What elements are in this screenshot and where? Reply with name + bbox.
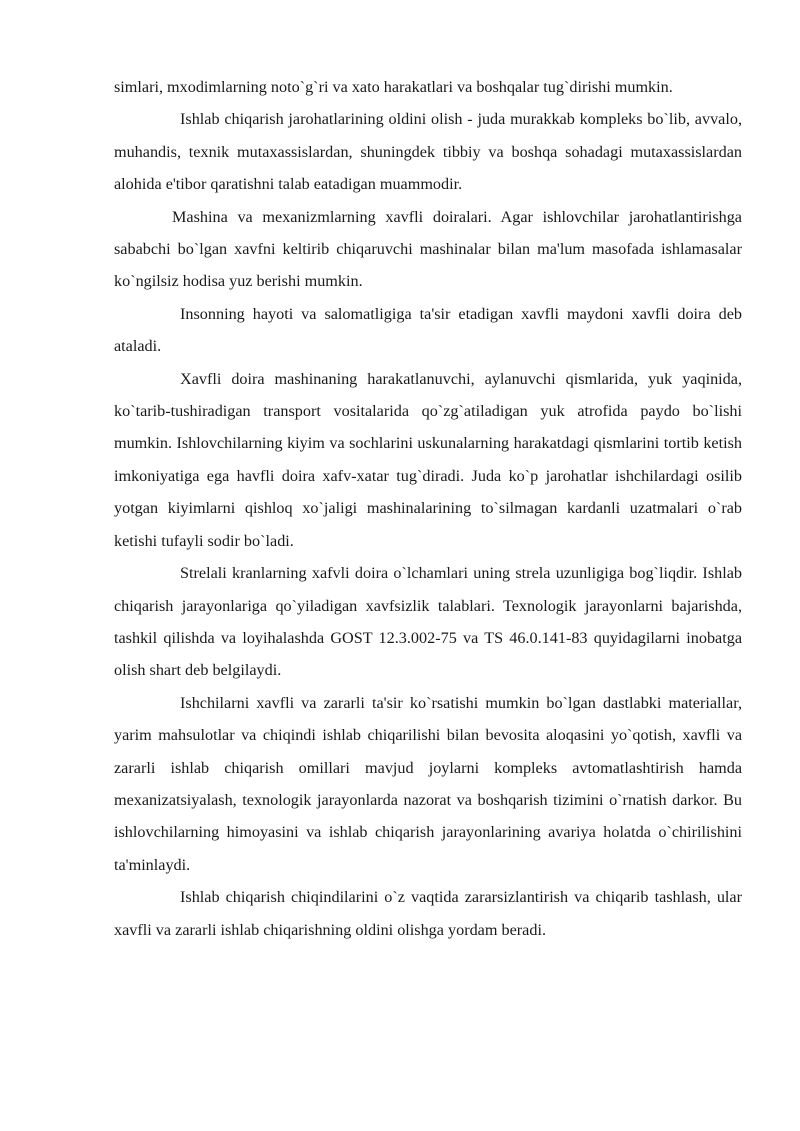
- paragraph-worker-protection: Ishchilarni xavfli va zararli ta'sir ko`rsatishi mumkin bo`lgan dastlabki materiallar, yarim mahsulotlar va chiqindi ishlab chiqarilishi bilan bevosita aloqasini yo`qotish, xavfli va zararli ishlab chiqarish omillari mavjud joylarni kompleks avtomatlashtirish hamda mexanizatsiyalash, texnologik jarayonlarda nazorat va boshqarish tizimini o`rnatish darkor. Bu ishlovchilarning himoyasini va ishlab chiqarish jarayonlarining avariya holatda o`chirilishini ta'minlaydi.: [114, 693, 742, 874]
- paragraph-definition: Insonning hayoti va salomatligiga ta'sir etadigan xavfli maydoni xavfli doira deb ataladi.: [114, 304, 742, 356]
- paragraph-waste-disposal: Ishlab chiqarish chiqindilarini o`z vaqtida zararsizlantirish va chiqarib tashlash, ular xavfli va zararli ishlab chiqarishning oldini olishga yordam beradi.: [114, 888, 742, 939]
- paragraph-zone-locations: Xavfli doira mashinaning harakatlanuvchi, aylanuvchi qismlarida, yuk yaqinida, ko`tarib-tushiradigan transport vositalarida qo`zg`atiladigan yuk atrofida paydo bo`lishi mumkin. Ishlovchilarning kiyim va sochlarini uskunalarning harakatdagi qismlarini tortib ketish imkoniyatiga ega havfli doira xafv-xatar tug`diradi. Juda ko`p jarohatlar ishchilardagi osilib yotgan kiyimlarni qishloq xo`jaligi mashinalarining to`silmagan kardanli uzatmalari o`rab ketishi tufayli sodir bo`ladi.: [114, 369, 742, 550]
- paragraph-continuation: simlari, mxodimlarning noto`g`ri va xato harakatlari va boshqalar tug`dirishi mumkin.: [114, 78, 673, 96]
- paragraph-injury-prevention: Ishlab chiqarish jarohatlarining oldini olish - juda murakkab kompleks bo`lib, avvalo, muhandis, texnik mutaxassislardan, shuningdek tibbiy va boshqa sohadagi mutaxassislardan alohida e'tibor qaratishni talab eatadigan muammodir.: [114, 110, 742, 194]
- paragraph-dangerous-zones: Mashina va mexanizmlarning xavfli doiralari. Agar ishlovchilar jarohatlantirishga sababchi bo`lgan xavfni keltirib chiqaruvchi mashinalar bilan ma'lum masofada ishlamasalar ko`ngilsiz hodisa yuz berishi mumkin.: [114, 207, 742, 291]
- paragraph-crane-zones: Strelali kranlarning xafvli doira o`lchamlari uning strela uzunligiga bog`liqdir. Ishlab chiqarish jarayonlariga qo`yiladigan xavfsizlik talablari. Texnologik jarayonlarni bajarishda, tashkil qilishda va loyihalashda GOST 12.3.002-75 va TS 46.0.141-83 quyidagilarni inobatga olish shart deb belgilaydi.: [114, 564, 742, 680]
- document-page: [114, 71, 742, 946]
